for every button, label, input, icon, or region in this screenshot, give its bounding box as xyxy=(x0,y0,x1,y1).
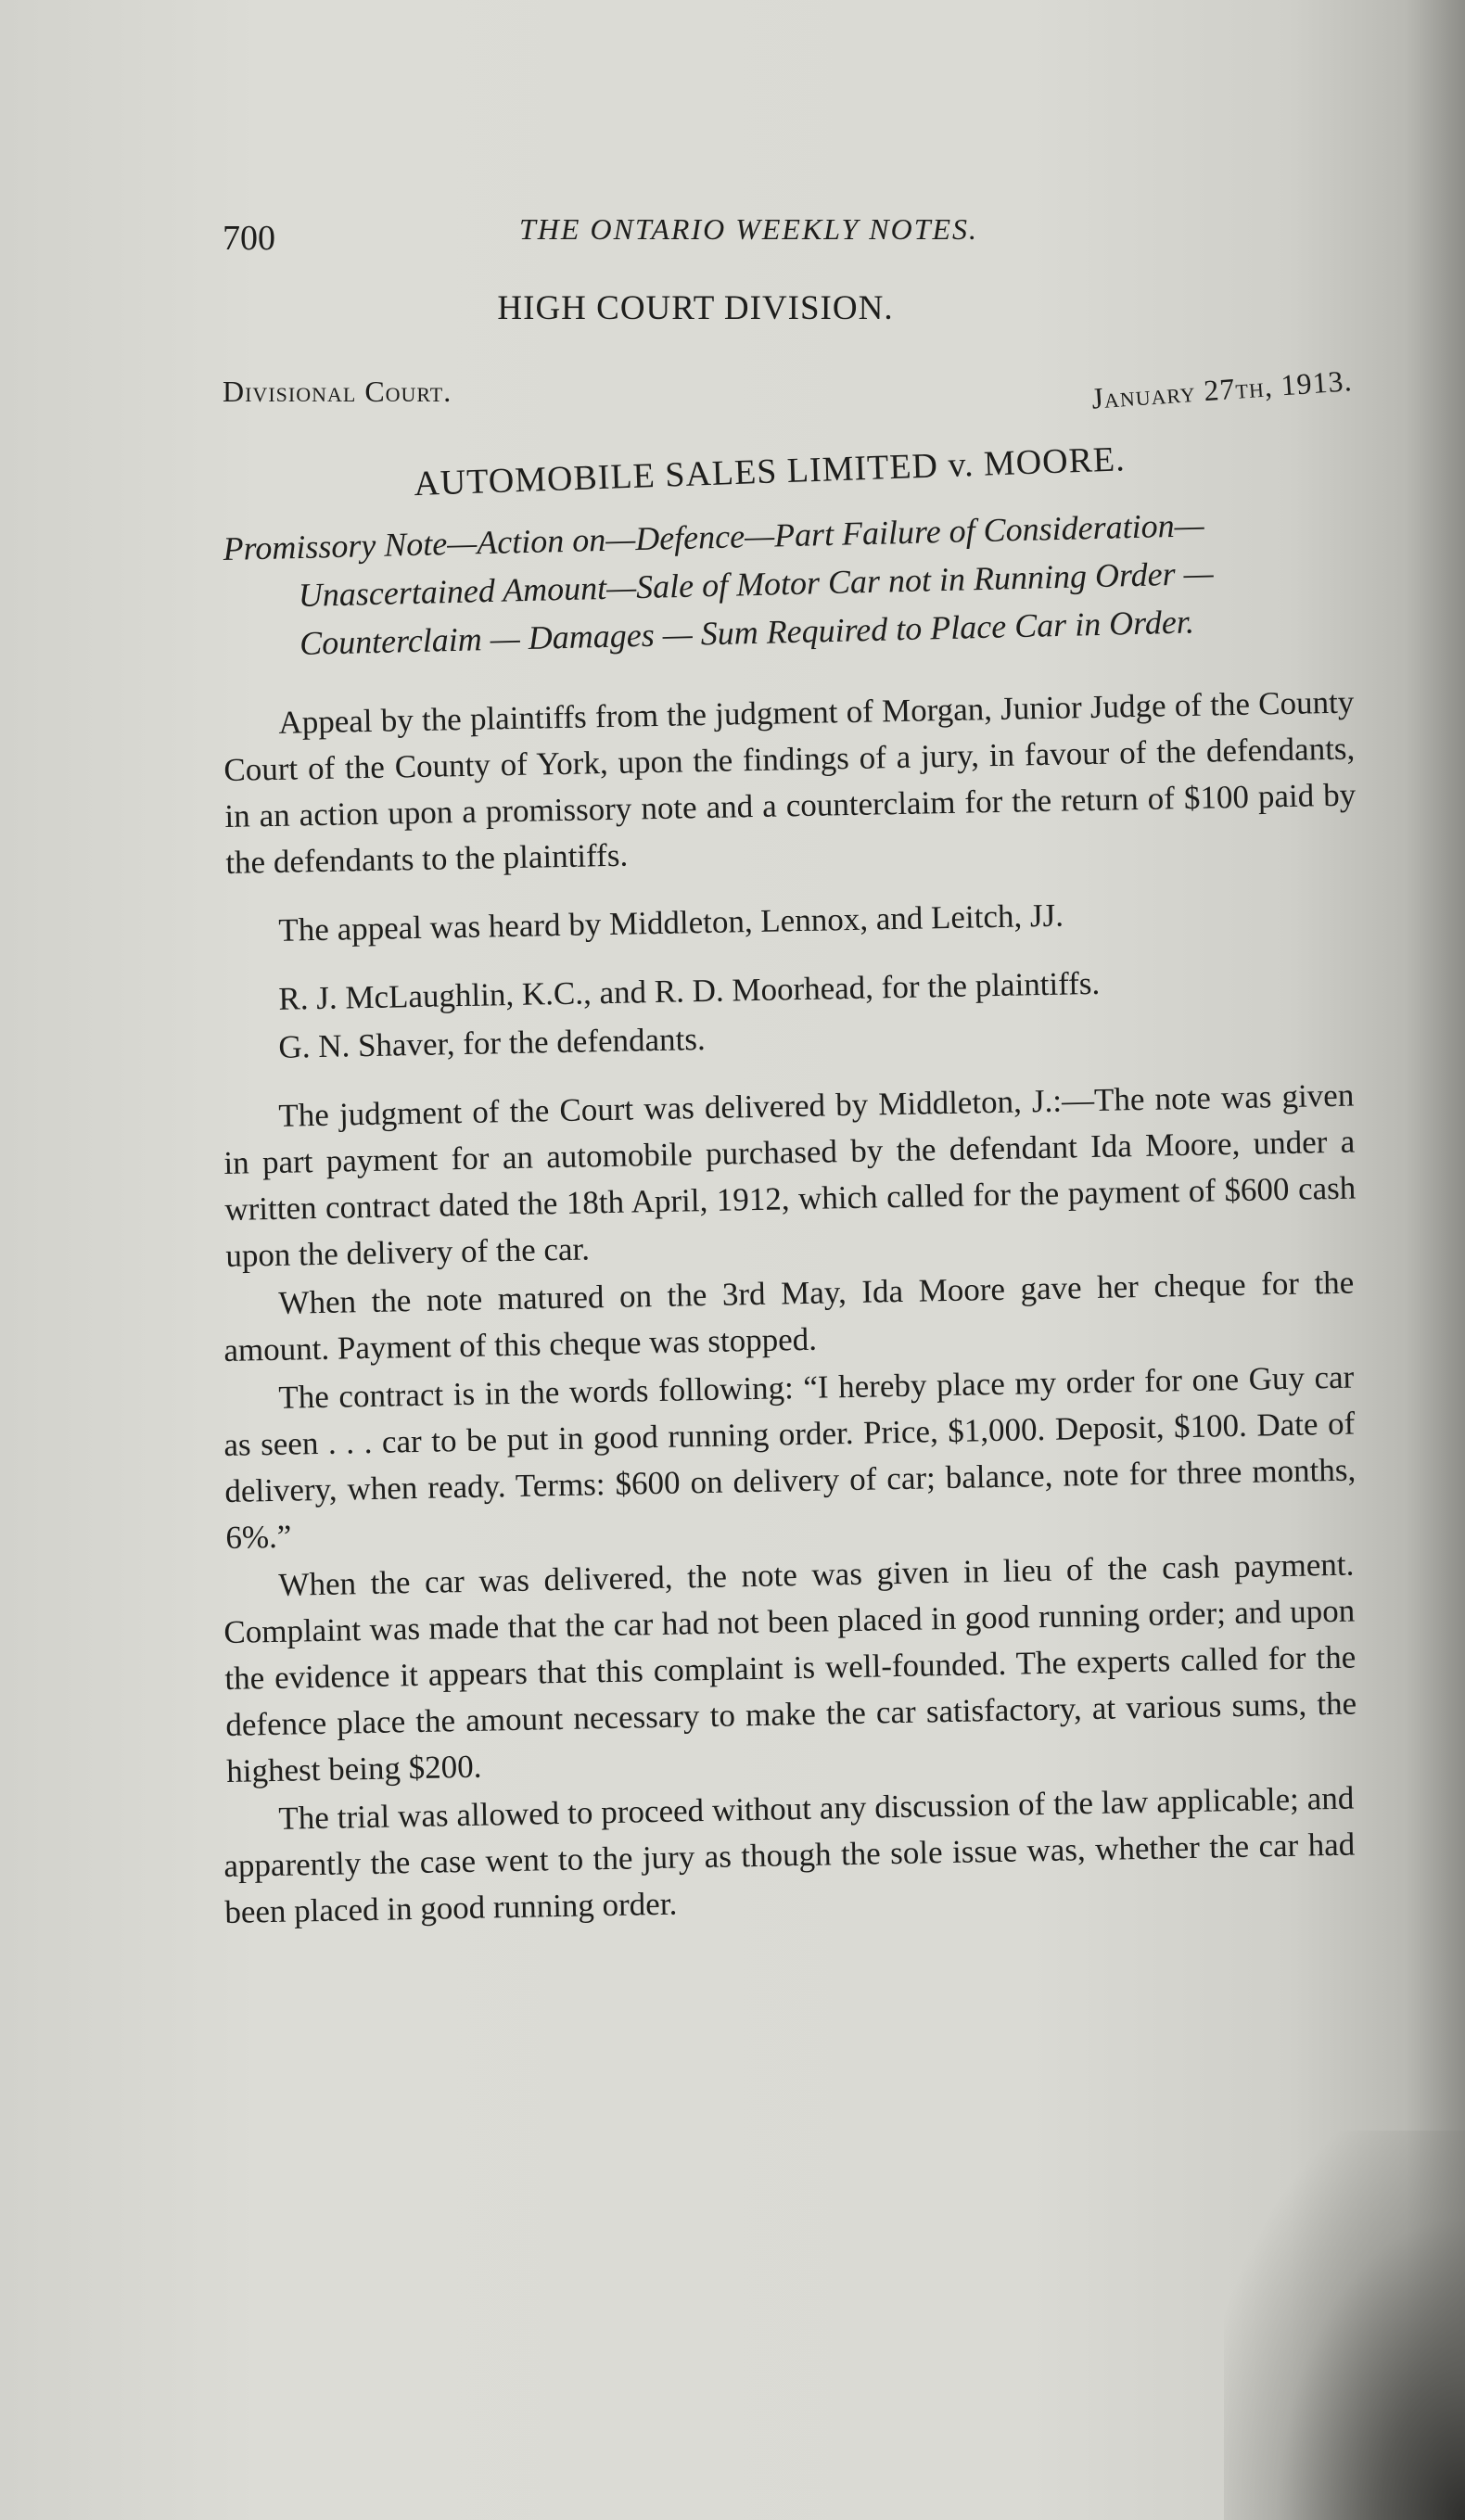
running-head xyxy=(223,199,1354,264)
page-number: 700 xyxy=(223,219,275,258)
binding-shadow xyxy=(1224,2131,1465,2520)
paragraph-cheque: When the note matured on the 3rd May, Ida Moore gave her cheque for the amount. Payment of this cheque was stopped. xyxy=(223,1264,1355,1368)
paragraph-contract: The contract is in the words following: “I hereby place my order for one Guy car as seen . . . car to be put in good running order. Price, $1,000. Deposit, $100. Date of delivery, when ready. Terms: $600 on delivery of car; balance, note for three months, 6%.” xyxy=(223,1358,1357,1556)
division-title: HIGH COURT DIVISION. xyxy=(497,289,894,327)
paragraph-bench: The appeal was heard by Middleton, Lennox, and Leitch, JJ. xyxy=(278,897,1064,948)
paragraph-judgment: The judgment of the Court was delivered by Middleton, J.:—The note was given in part payment for an automobile purchased by the defendant Ida Moore, under a written contract dated the 18th April, 1912, which called for the payment of $600 cash upon the delivery of the car. xyxy=(223,1076,1357,1274)
paragraph-counsel-plaintiffs: R. J. McLaughlin, K.C., and R. D. Moorhead, for the plaintiffs. xyxy=(278,964,1101,1017)
paragraph-complaint: When the car was delivered, the note was given in lieu of the cash payment. Complaint was made that the car had not been placed in good running order; and upon the evidence it appears that this complaint is well-founded. The experts called for the defence place the amount necessary to make the car satisfactory, at various sums, the highest being $200. xyxy=(223,1546,1357,1789)
paragraph-trial: The trial was allowed to proceed without any discussion of the law applicable; and apparently the case went to the jury as though the sole issue was, whether the car had been placed in good running order. xyxy=(223,1779,1356,1930)
page-text xyxy=(223,199,1357,1938)
paragraph-appeal: Appeal by the plaintiffs from the judgment of Morgan, Junior Judge of the County Court of the County of York, upon the findings of a jury, in favour of the defendants, in an action upon a promissory note and a counterclaim for the return of $100 paid by the defendants to the plaintiffs. xyxy=(223,683,1357,881)
court-line xyxy=(223,363,1354,419)
court-name: Divisional Court. xyxy=(223,375,452,408)
case-title: AUTOMOBILE SALES LIMITED v. MOORE. xyxy=(413,439,1127,504)
journal-title: THE ONTARIO WEEKLY NOTES. xyxy=(519,212,979,246)
judgment-date: January 27th, 1913. xyxy=(1090,363,1354,415)
paragraph-counsel-defendants: G. N. Shaver, for the defendants. xyxy=(278,1021,707,1065)
headnote: Promissory Note—Action on—Defence—Part Failure of Consideration—Unascertained Amount—Sale of Motor Car not in Running Order — Counterclaim — Damages — Sum Required to Place Car in Order. xyxy=(223,506,1215,663)
